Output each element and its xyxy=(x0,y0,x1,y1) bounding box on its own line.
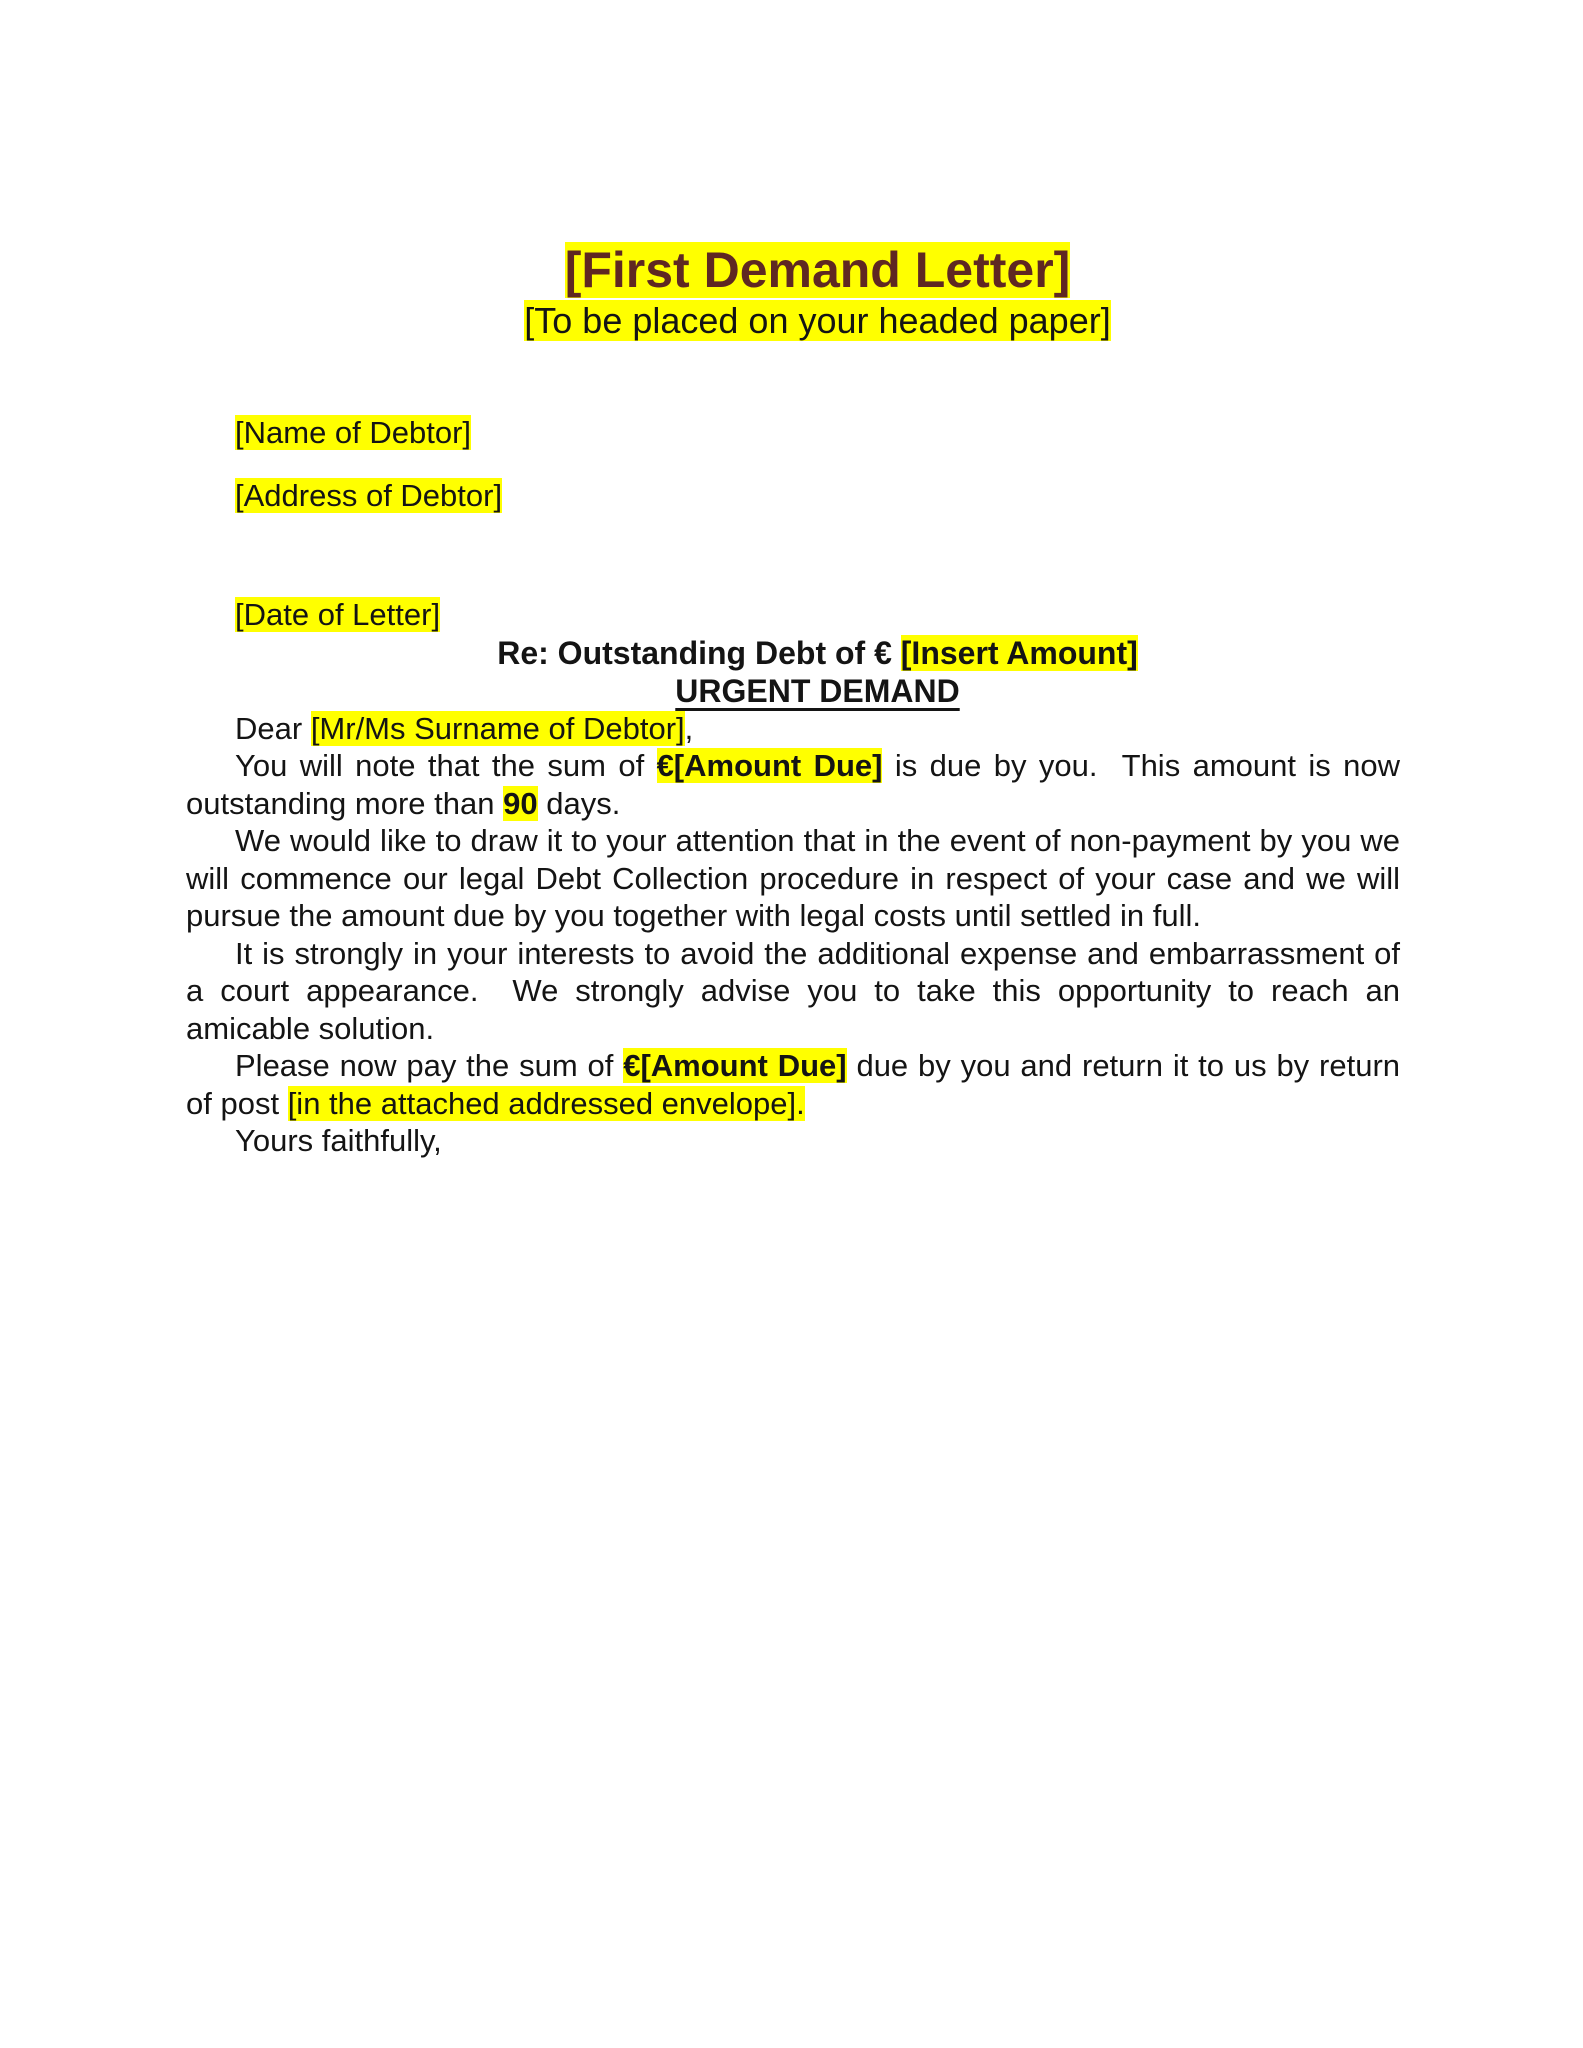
paragraph-payment-request xyxy=(186,1047,1400,1122)
text-run: [Date of Letter] xyxy=(235,597,441,632)
text-run: [in the attached addressed envelope]. xyxy=(287,1085,805,1121)
text-run: We would like to draw it to your attention that in the event of non-payment by you we will commence our legal Debt Collection procedure in respect of your case and we will pursue the amount due by you together with legal costs until settled in full. xyxy=(186,823,1400,933)
salutation xyxy=(186,710,1400,748)
text-run: €[Amount Due] xyxy=(623,1048,847,1083)
text-run: [Name of Debtor] xyxy=(235,415,472,450)
text-run: [To be placed on your headed paper] xyxy=(524,300,1111,341)
paragraph-amount-due xyxy=(186,747,1400,822)
text-run: It is strongly in your interests to avoid the additional expense and embarrassment of a court appearance. We strongly advise you to take this opportunity to reach an amicable solution. xyxy=(186,935,1400,1046)
text-run: €[Amount Due] xyxy=(656,748,883,783)
letter-subtitle xyxy=(186,300,1400,342)
text-run: [Address of Debtor] xyxy=(235,477,503,513)
recipient-block xyxy=(235,414,1400,634)
text-run: You will note that the sum of xyxy=(235,748,657,783)
text-run: [First Demand Letter] xyxy=(564,242,1071,298)
recipient-name-placeholder xyxy=(235,414,1400,452)
text-run: Dear xyxy=(235,710,311,746)
text-run: 90 xyxy=(503,785,538,821)
text-run: Please now pay the sum of xyxy=(235,1048,624,1083)
text-run: Yours faithfully, xyxy=(235,1123,442,1158)
letter-title xyxy=(186,240,1400,300)
paragraph-court-appearance-warning xyxy=(186,935,1400,1048)
recipient-address-placeholder xyxy=(235,477,1400,515)
urgent-demand-heading xyxy=(186,672,1400,710)
text-run: is due by you. This amount is now outstanding more than xyxy=(186,748,1400,821)
text-run: days. xyxy=(537,785,621,821)
text-run: [Mr/Ms Surname of Debtor] xyxy=(310,710,685,746)
text-run: , xyxy=(684,710,694,746)
paragraph-legal-procedure-warning xyxy=(186,822,1400,935)
closing-valediction xyxy=(186,1122,1400,1160)
letter-date-placeholder xyxy=(235,596,1400,634)
text-run: due by you and return it to us by return of post xyxy=(186,1048,1401,1121)
subject-line xyxy=(186,634,1400,672)
text-run: [Insert Amount] xyxy=(900,634,1138,671)
text-run: URGENT DEMAND xyxy=(675,672,960,709)
text-run: Re: Outstanding Debt of € xyxy=(497,634,901,671)
